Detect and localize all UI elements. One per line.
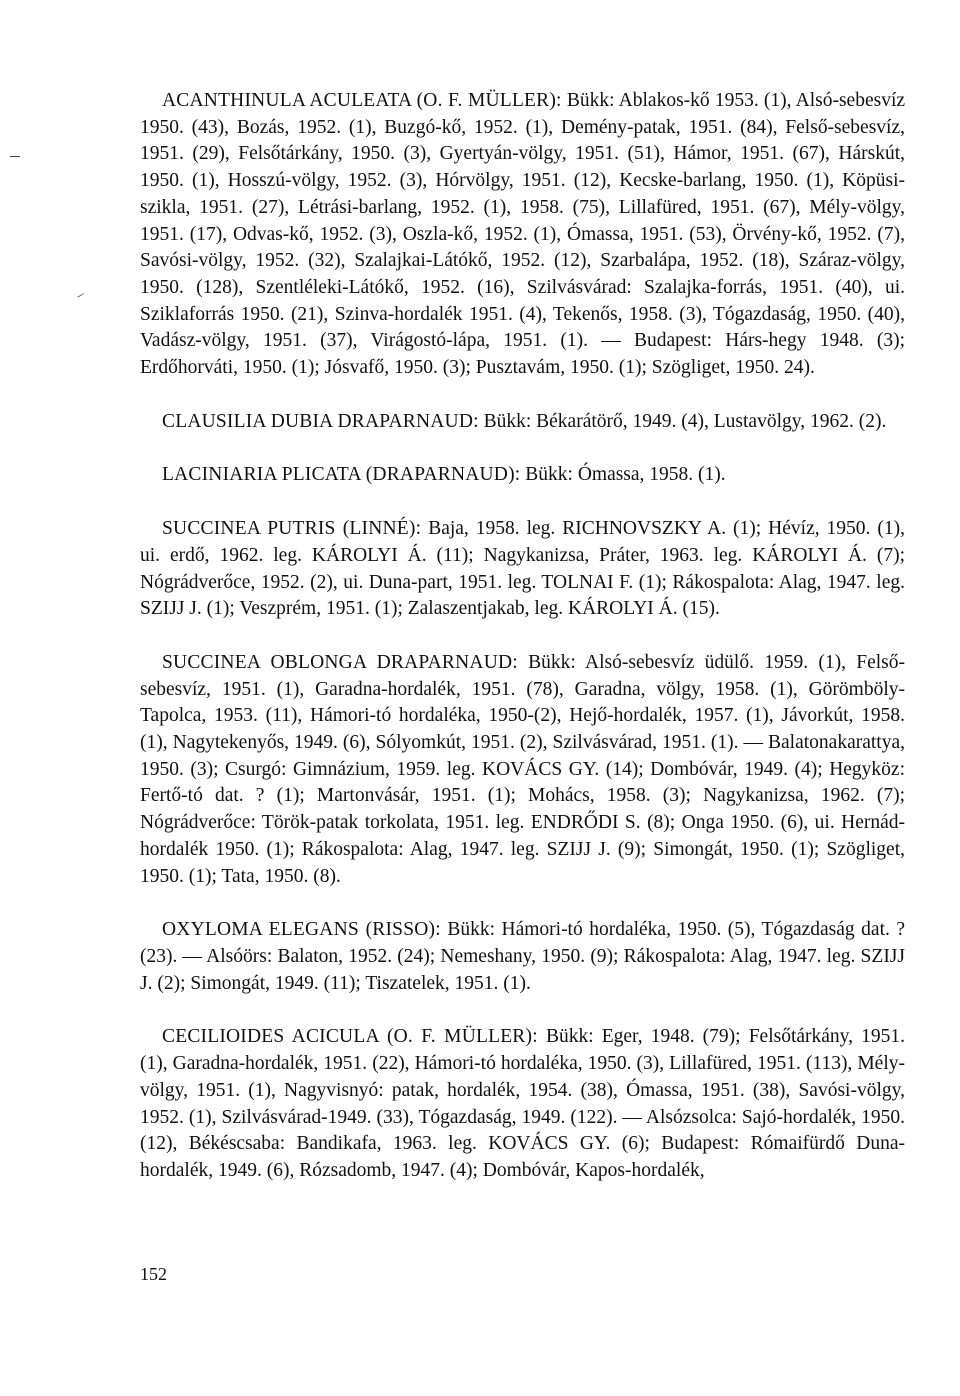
species-records: Bükk: Ómassa, 1958. (1). [525, 464, 726, 486]
page-number: 152 [140, 1264, 167, 1284]
species-name: OXYLOMA ELEGANS (RISSO): [162, 919, 441, 941]
species-name: SUCCINEA OBLONGA DRAPARNAUD: [162, 651, 518, 673]
species-entry-laciniaria-plicata [140, 462, 905, 489]
species-name: LACINIARIA PLICATA (DRAPARNAUD): [162, 464, 521, 486]
species-records: Bükk: Hámori-tó hordaléka, 1950. (5), Tógazdaság dat. ? (23). — Alsóörs: Balaton, 1952. (24); Nemeshany, 1950. (9); Rákospalota: Alag, 1947. leg. SZIJJ J. (2); Simongát, 1949. (11); Tiszatelek, 1951. (1). [140, 919, 905, 994]
margin-tick-mark [77, 293, 84, 297]
species-records: Bükk: Alsó-sebesvíz üdülő. 1959. (1), Felső-sebesvíz, 1951. (1), Garadna-hordalék, 1951. (78), Garadna, völgy, 1958. (1), Görömböly-Tapolca, 1953. (11), Hámori-tó hordaléka, 1950-(2), Hejő-hordalék, 1957. (1), Jávorkút, 1958. (1), Nagytekenyős, 1949. (6), Sólyomkút, 1951. (2), Szilvásvárad, 1951. (1). — Balatonakarattya, 1950. (3); Csurgó: Gimnázium, 1959. leg. KOVÁCS GY. (14); Dombóvár, 1949. (4); Hegyköz: Fertő-tó dat. ? (1); Martonvásár, 1951. (1); Mohács, 1958. (3); Nagykanizsa, 1962. (7); Nógrádverőce: Török-patak torkolata, 1951. leg. ENDRŐDI S. (8); Onga 1950. (6), ui. Hernád-hordalék 1950. (1); Rákospalota: Alag, 1947. leg. SZIJJ J. (9); Simongát, 1950. (1); Szögliget, 1950. (1); Tata, 1950. (8). [140, 651, 905, 887]
species-records: Bükk: Eger, 1948. (79); Felsőtárkány, 1951. (1), Garadna-hordalék, 1951. (22), Hámori-tó hordaléka, 1950. (3), Lillafüred, 1951. (113), Mély-völgy, 1951. (1), Nagyvisnyó: patak, hordalék, 1954. (38), Ómassa, 1951. (38), Savósi-völgy, 1952. (1), Szilvásvárad-1949. (33), Tógazdaság, 1949. (122). — Alsózsolca: Sajó-hordalék, 1950. (12), Békéscsaba: Bandikafa, 1963. leg. KOVÁCS GY. (6); Budapest: Rómaifürdő Duna-hordalék, 1949. (6), Rózsadomb, 1947. (4); Dombóvár, Kapos-hordalék, [140, 1026, 905, 1181]
margin-dash-mark [10, 156, 20, 157]
species-entry-clausilia-dubia [140, 409, 905, 436]
species-records: Bükk: Ablakos-kő 1953. (1), Alsó-sebesvíz 1950. (43), Bozás, 1952. (1), Buzgó-kő, 1952. (1), Demény-patak, 1951. (84), Felső-sebesvíz, 1951. (29), Felsőtárkány, 1950. (3), Gyertyán-völgy, 1951. (51), Hámor, 1951. (67), Hárskút, 1950. (1), Hosszú-völgy, 1952. (3), Hórvölgy, 1951. (12), Kecske-barlang, 1950. (1), Köpüsi-szikla, 1951. (27), Létrási-barlang, 1952. (1), 1958. (75), Lillafüred, 1951. (67), Mély-völgy, 1951. (17), Odvas-kő, 1952. (3), Oszla-kő, 1952. (1), Ómassa, 1951. (53), Örvény-kő, 1952. (7), Savósi-völgy, 1952. (32), Szalajkai-Látókő, 1952. (12), Szarbalápa, 1952. (18), Száraz-völgy, 1950. (128), Szentléleki-Látókő, 1952. (16), Szilvásvárad: Szalajka-forrás, 1951. (40), ui. Sziklaforrás 1950. (21), Szinva-hordalék 1951. (4), Tekenős, 1958. (3), Tógazdaság, 1950. (40), Vadász-völgy, 1951. (37), Virágostó-lápa, 1951. (1). — Budapest: Hárs-hegy 1948. (3); Erdőhorváti, 1950. (1); Jósvafő, 1950. (3); Pusztavám, 1950. (1); Szögliget, 1950. 24). [140, 90, 906, 379]
species-name: SUCCINEA PUTRIS (LINNÉ): [162, 518, 422, 540]
species-entry-oxyloma-elegans [140, 917, 905, 997]
species-entry-succinea-oblonga [140, 650, 905, 890]
species-entry-succinea-putris [140, 516, 905, 623]
species-name: ACANTHINULA ACULEATA (O. F. MÜLLER): [162, 90, 562, 111]
species-records: Bükk: Békarátörő, 1949. (4), Lustavölgy, 1962. (2). [483, 410, 887, 432]
species-name: CLAUSILIA DUBIA DRAPARNAUD: [162, 410, 479, 432]
species-records: Baja, 1958. leg. RICHNOVSZKY A. (1); Hévíz, 1950. (1), ui. erdő, 1962. leg. KÁROLYI Á. (11); Nagykanizsa, Práter, 1963. leg. KÁROLYI Á. (7); Nógrádverőce, 1952. (2), ui. Duna-part, 1951. leg. TOLNAI F. (1); Rákospalota: Alag, 1947. leg. SZIJJ J. (1); Veszprém, 1951. (1); Zalaszentjakab, leg. KÁROLYI Á. (15). [140, 518, 905, 620]
species-name: CECILIOIDES ACICULA (O. F. MÜLLER): [162, 1026, 538, 1048]
page-body [140, 88, 905, 1212]
species-entry-acanthinula-aculeata [140, 88, 905, 382]
species-entry-cecilioides-acicula [140, 1024, 905, 1184]
